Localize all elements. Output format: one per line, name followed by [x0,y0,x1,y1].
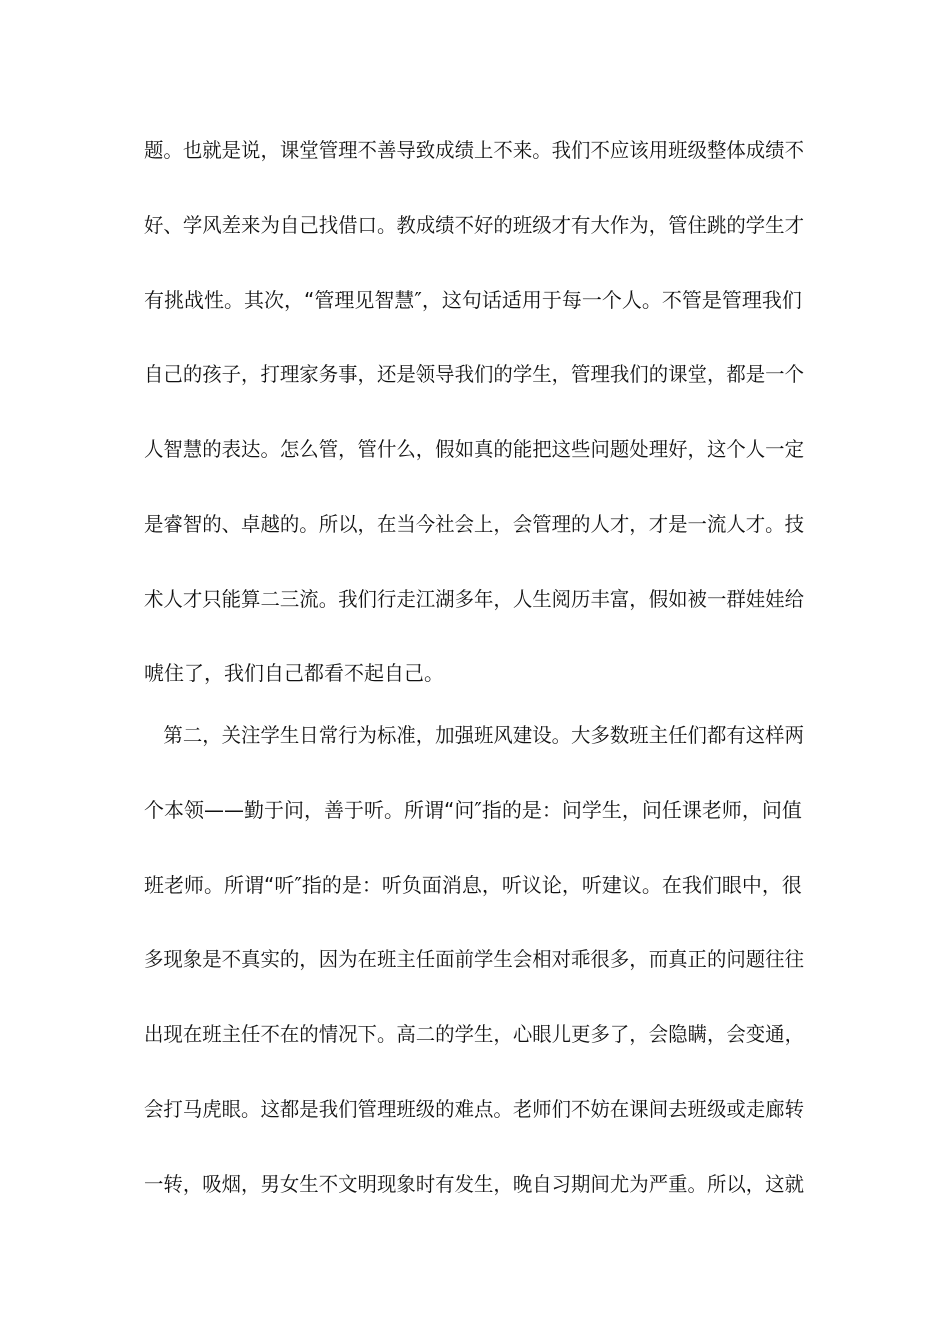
text-line-5: 人智慧的表达。怎么管，管什么，假如真的能把这些问题处理好，这个人一定 [144,437,804,461]
text-line-6: 是睿智的、卓越的。所以，在当今社会上，会管理的人才，才是一流人才。技 [144,512,804,536]
text-line-11: 班老师。所谓“听″指的是：听负面消息，听议论，听建议。在我们眼中，很 [144,873,802,897]
text-line-13: 出现在班主任不在的情况下。高二的学生，心眼儿更多了，会隐瞒，会变通， [144,1022,804,1046]
text-line-4: 自己的孩子，打理家务事，还是领导我们的学生，管理我们的课堂，都是一个 [144,362,804,386]
text-line-14: 会打马虎眼。这都是我们管理班级的难点。老师们不妨在课间去班级或走廊转 [144,1097,804,1121]
text-line-9: 第二，关注学生日常行为标准，加强班风建设。大多数班主任们都有这样两 [144,723,804,747]
text-line-3: 有挑战性。其次，“管理见智慧″，这句话适用于每一个人。不管是管理我们 [144,288,802,312]
text-line-7: 术人才只能算二三流。我们行走江湖多年，人生阅历丰富，假如被一群娃娃给 [144,587,804,611]
text-line-15: 一转，吸烟，男女生不文明现象时有发生，晚自习期间尤为严重。所以，这就 [144,1172,804,1196]
text-line-1: 题。也就是说，课堂管理不善导致成绩上不来。我们不应该用班级整体成绩不 [144,138,804,162]
text-line-12: 多现象是不真实的，因为在班主任面前学生会相对乖很多，而真正的问题往往 [144,947,804,971]
text-line-8: 唬住了，我们自己都看不起自己。 [144,661,444,685]
text-line-2: 好、学风差来为自己找借口。教成绩不好的班级才有大作为，管住跳的学生才 [144,213,804,237]
text-line-10: 个本领——勤于问，善于听。所谓“问″指的是：问学生，问任课老师，问值 [144,798,802,822]
